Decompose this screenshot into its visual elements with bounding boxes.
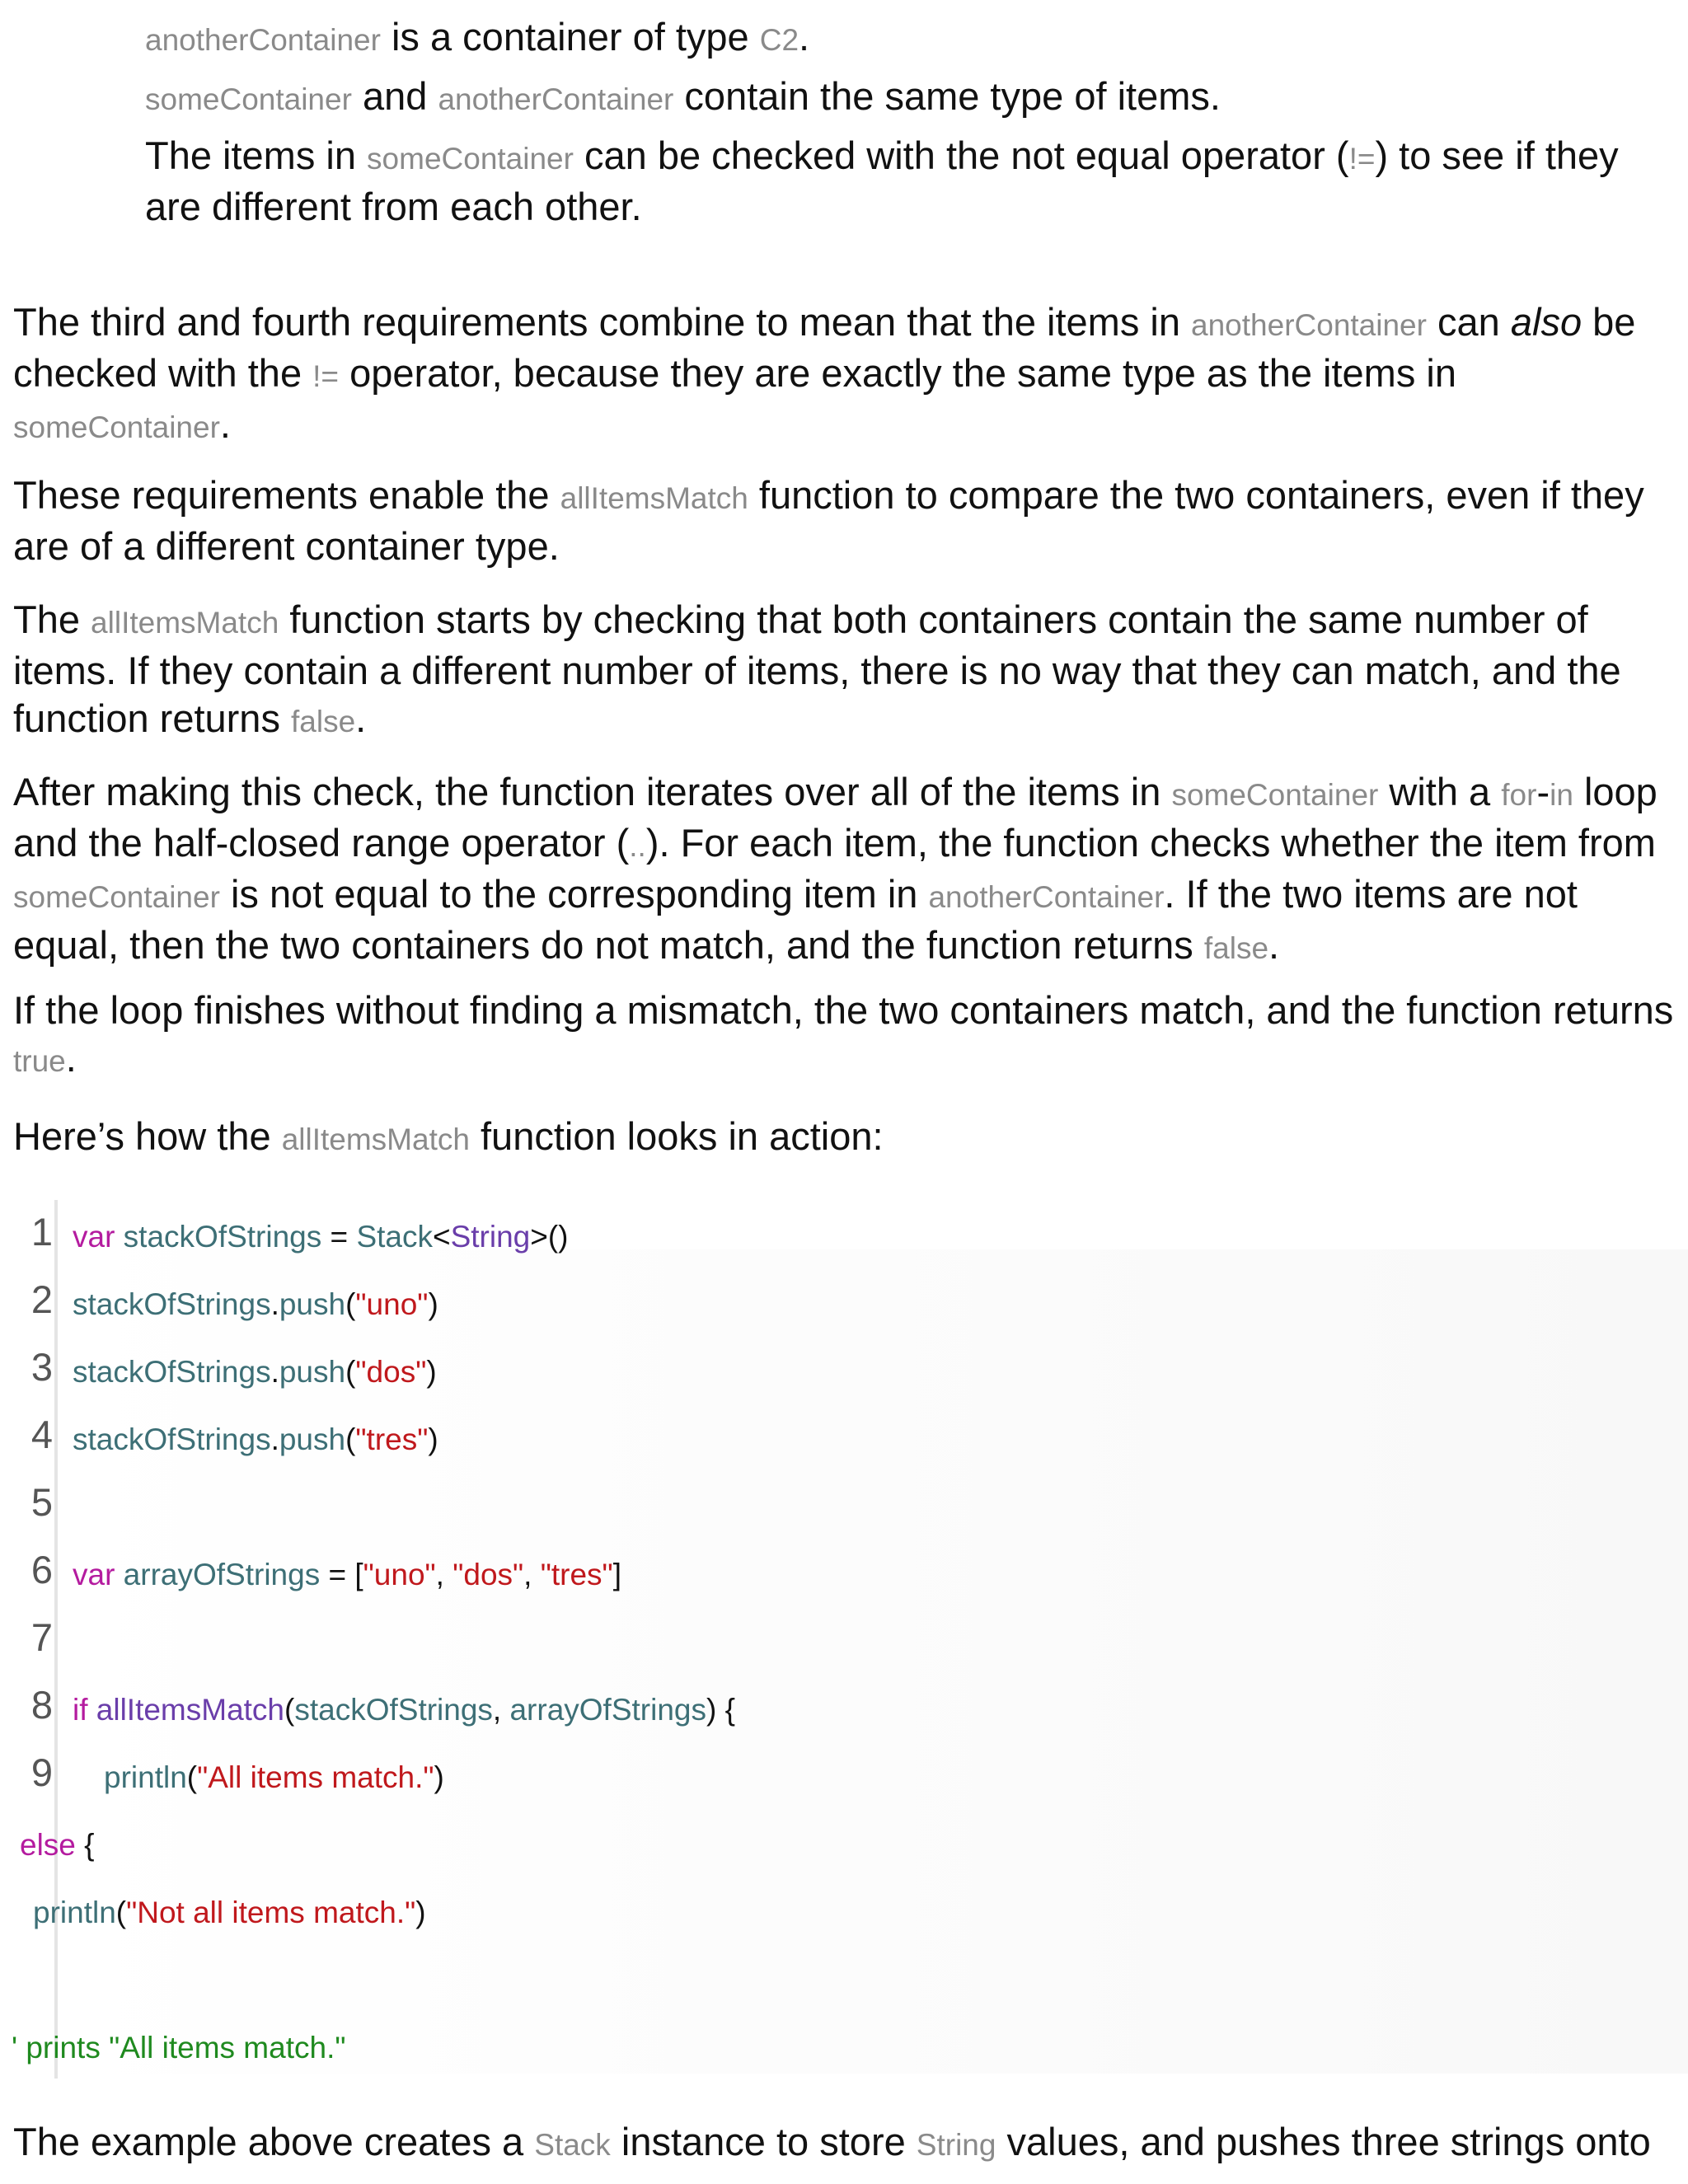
code-identifier: stackOfStrings <box>73 1287 271 1321</box>
inline-code: someContainer <box>367 142 574 176</box>
code-string: "dos" <box>355 1355 427 1389</box>
code-line <box>104 1757 444 1798</box>
code-identifier: arrayOfStrings <box>115 1558 321 1591</box>
code-identifier: arrayOfStrings <box>509 1693 706 1727</box>
inline-code: false <box>1203 931 1269 965</box>
code-punct: ( <box>115 1896 127 1929</box>
code-line <box>73 1419 438 1460</box>
paragraph-third-fourth-requirements <box>13 298 1678 452</box>
text: . <box>1268 923 1280 967</box>
inline-code: someContainer <box>13 880 220 914</box>
inline-code: String <box>916 2128 996 2162</box>
list-text: contain the same type of items. <box>673 74 1221 118</box>
code-keyword: var <box>73 1220 115 1254</box>
code-punct: . <box>270 1422 279 1456</box>
text: instance to store <box>610 2120 917 2163</box>
code-punct: ( <box>284 1693 295 1727</box>
code-identifier: stackOfStrings <box>115 1220 322 1254</box>
code-identifier: stackOfStrings <box>294 1693 493 1727</box>
list-item <box>145 13 809 64</box>
list-text: ) to see if they are different from each other. <box>145 134 1619 228</box>
line-number: 7 <box>30 1615 53 1659</box>
paragraph-function-starts <box>13 596 1678 746</box>
code-punct: ( <box>345 1422 356 1456</box>
list-text: and <box>351 74 438 118</box>
text: The <box>13 598 91 641</box>
code-punct <box>88 1693 96 1727</box>
text: . <box>219 402 231 446</box>
code-keyword: else <box>20 1828 76 1862</box>
code-string: "dos" <box>452 1558 524 1591</box>
code-string: "uno" <box>355 1287 429 1321</box>
text: These requirements enable the <box>13 473 560 517</box>
code-comment: ' prints "All items match." <box>12 2031 346 2064</box>
inline-code: anotherContainer <box>1191 308 1427 342</box>
inline-code: C2 <box>759 23 799 57</box>
inline-code: anotherContainer <box>928 880 1165 914</box>
line-number: 3 <box>30 1345 53 1389</box>
inline-code: allItemsMatch <box>91 606 279 640</box>
text: can <box>1426 300 1511 344</box>
text: loop and the half-closed range operator ( <box>13 770 1658 865</box>
code-identifier: push <box>279 1355 346 1389</box>
inline-code: false <box>291 705 356 738</box>
code-line <box>73 1352 437 1393</box>
inline-code: in <box>1550 778 1573 812</box>
inline-code: true <box>13 1044 66 1078</box>
text: operator, because they are exactly the same type as the items in <box>339 351 1456 395</box>
code-identifier: stackOfStrings <box>73 1355 271 1389</box>
text: function starts by checking that both containers contain the same number of items. If they contain a different number of items, there is no way that they can match, and the function returns <box>13 598 1621 740</box>
code-identifier: Stack <box>356 1220 433 1254</box>
code-line <box>73 1690 735 1731</box>
text: The example above creates a <box>13 2120 535 2163</box>
text: . <box>65 1036 77 1080</box>
code-gutter-line <box>54 1200 58 2079</box>
code-punct: ( <box>186 1760 198 1794</box>
code-string: "tres" <box>540 1558 613 1591</box>
code-punct: , <box>492 1693 510 1727</box>
inline-code: someContainer <box>13 410 220 444</box>
code-string: "uno" <box>363 1558 436 1591</box>
code-punct: < <box>432 1220 451 1254</box>
inline-code: someContainer <box>1171 778 1379 812</box>
text: After making this check, the function iterates over all of the items in <box>13 770 1172 813</box>
paragraph-requirements-enable <box>13 471 1678 570</box>
code-keyword: var <box>73 1558 115 1591</box>
code-line <box>20 1825 95 1866</box>
text: values, and pushes three strings onto <box>996 2120 1651 2163</box>
code-identifier: println <box>104 1760 187 1794</box>
code-identifier: push <box>279 1287 346 1321</box>
inline-code: != <box>1348 142 1376 176</box>
list-text: The items in <box>145 134 368 177</box>
code-punct: ] <box>612 1558 621 1591</box>
code-type: String <box>450 1220 531 1254</box>
code-line <box>73 1216 569 1258</box>
list-item <box>145 132 1678 231</box>
inline-code: for <box>1501 778 1537 812</box>
text: The third and fourth requirements combine to mean that the items in <box>13 300 1192 344</box>
line-number: 6 <box>30 1548 53 1591</box>
line-number: 9 <box>30 1750 53 1794</box>
text: ). For each item, the function checks whether the item from <box>645 821 1656 865</box>
inline-code: .. <box>629 829 646 863</box>
inline-code: someContainer <box>145 82 352 116</box>
code-punct: , <box>435 1558 453 1591</box>
code-identifier: push <box>279 1422 346 1456</box>
code-punct: ( <box>345 1287 356 1321</box>
code-line <box>73 1284 438 1325</box>
paragraph-loop-finishes <box>13 987 1678 1085</box>
inline-code: allItemsMatch <box>281 1122 470 1156</box>
inline-code: Stack <box>534 2128 611 2162</box>
code-listing <box>0 1200 1688 2079</box>
code-punct: . <box>270 1287 279 1321</box>
paragraph-in-action <box>13 1113 1678 1164</box>
list-text: is a container of type <box>380 15 760 59</box>
text: If the loop finishes without finding a mismatch, the two containers match, and the function returns <box>13 988 1674 1032</box>
code-punct: ) <box>426 1355 437 1389</box>
text: - <box>1536 770 1550 813</box>
code-identifier: stackOfStrings <box>73 1422 271 1456</box>
line-number: 2 <box>30 1277 53 1321</box>
text: function to compare the two containers, even if they are of a different container type. <box>13 473 1644 568</box>
line-number: 5 <box>30 1480 53 1524</box>
text: function looks in action: <box>469 1114 884 1158</box>
inline-code: != <box>312 359 340 393</box>
code-identifier: println <box>33 1896 116 1929</box>
code-line <box>33 1892 426 1933</box>
text: is not equal to the corresponding item in <box>219 872 929 916</box>
emphasis: also <box>1510 300 1582 344</box>
list-text: . <box>799 15 810 59</box>
code-string: "tres" <box>355 1422 429 1456</box>
list-item <box>145 73 1221 124</box>
inline-code: allItemsMatch <box>560 481 748 515</box>
code-punct: , <box>523 1558 541 1591</box>
paragraph-example-above <box>13 2118 1678 2169</box>
code-punct: ( <box>345 1355 356 1389</box>
code-punct: ) <box>428 1422 438 1456</box>
line-number: 4 <box>30 1413 53 1456</box>
code-keyword: if <box>73 1693 88 1727</box>
text: . If the two items are not equal, then the two containers do not match, and the function returns <box>13 872 1578 967</box>
code-punct: ) { <box>706 1693 735 1727</box>
code-punct: = <box>321 1220 357 1254</box>
line-number: 8 <box>30 1683 53 1727</box>
paragraph-after-check <box>13 768 1678 972</box>
code-punct: ) <box>415 1896 426 1929</box>
code-punct: >() <box>530 1220 569 1254</box>
text: with a <box>1378 770 1502 813</box>
code-punct: ) <box>434 1760 444 1794</box>
line-number: 1 <box>30 1210 53 1254</box>
code-function: allItemsMatch <box>96 1693 285 1727</box>
code-string: "Not all items match." <box>126 1896 416 1929</box>
code-string: "All items match." <box>197 1760 434 1794</box>
code-punct: . <box>270 1355 279 1389</box>
code-line <box>73 1554 621 1596</box>
code-punct: { <box>75 1828 95 1862</box>
text: . <box>355 696 367 740</box>
code-punct: ) <box>428 1287 438 1321</box>
text: Here’s how the <box>13 1114 282 1158</box>
inline-code: anotherContainer <box>145 23 381 57</box>
code-line <box>12 2027 345 2069</box>
code-punct: = [ <box>320 1558 363 1591</box>
inline-code: anotherContainer <box>438 82 674 116</box>
text: be checked with the <box>13 300 1636 395</box>
list-text: can be checked with the not equal operator ( <box>573 134 1349 177</box>
